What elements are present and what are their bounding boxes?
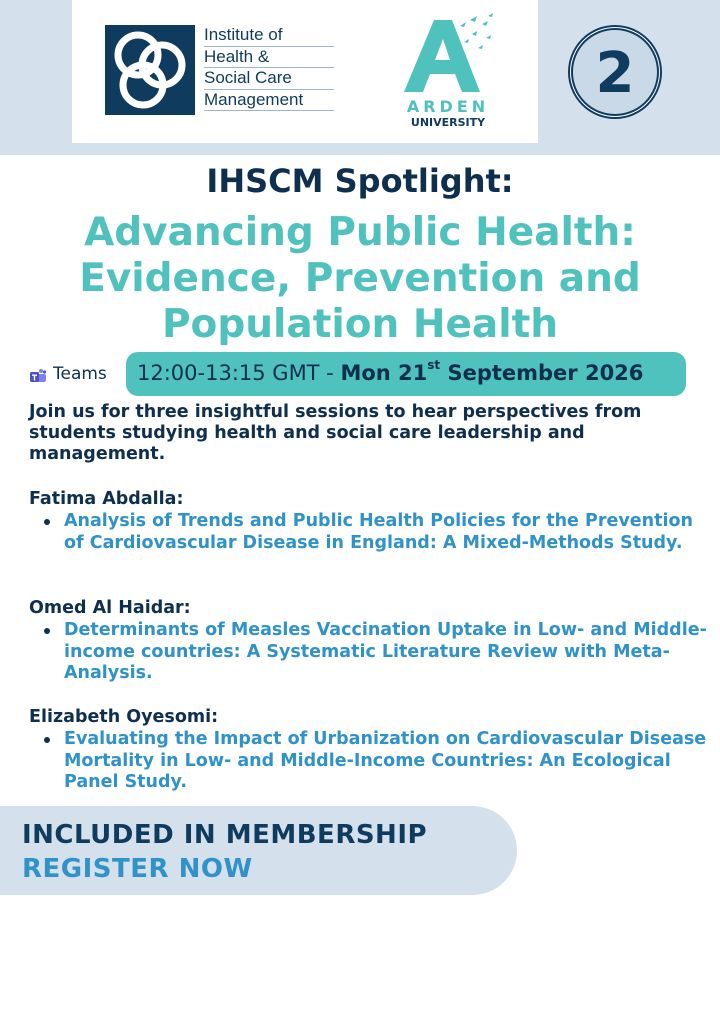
bullet-icon bbox=[44, 519, 50, 525]
session-title bbox=[64, 511, 714, 554]
speaker-name: Elizabeth Oyesomi: bbox=[29, 707, 219, 727]
page-title: IHSCM Spotlight: bbox=[206, 162, 514, 200]
ihscm-logo-line: Institute of bbox=[204, 25, 334, 47]
teams-icon bbox=[29, 368, 47, 384]
event-time: 12:00-13:15 GMT - bbox=[137, 361, 341, 385]
platform-label: Teams bbox=[53, 364, 107, 384]
session-title bbox=[64, 620, 714, 685]
arden-a-icon bbox=[400, 12, 495, 94]
event-time-pill bbox=[126, 352, 686, 396]
session-number-badge bbox=[567, 24, 663, 120]
session-title-text: Analysis of Trends and Public Health Policies for the Prevention of Cardiovascular Disease in England: A Mixed-Methods Study. bbox=[64, 511, 693, 553]
event-date-day: Mon 21 bbox=[340, 361, 428, 385]
session-title-text: Evaluating the Impact of Urbanization on Cardiovascular Disease Mortality in Low- and Middle-Income Countries: An Ecological Panel Study. bbox=[64, 729, 707, 792]
session-title bbox=[64, 729, 714, 794]
bullet-icon bbox=[44, 628, 50, 634]
ihscm-logo-line: Social Care bbox=[204, 68, 334, 90]
membership-text: INCLUDED IN MEMBERSHIP bbox=[22, 820, 428, 850]
speaker-name: Fatima Abdalla: bbox=[29, 489, 184, 509]
session-title-text: Determinants of Measles Vaccination Uptake in Low- and Middle-income countries: A Systematic Literature Review with Meta-Analysis. bbox=[64, 620, 707, 683]
ihscm-logo-text bbox=[204, 25, 334, 111]
ihscm-rings-icon bbox=[105, 25, 195, 115]
badge-number: 2 bbox=[595, 41, 635, 106]
intro-paragraph: Join us for three insightful sessions to hear perspectives from students studying health and social care leadership and management. bbox=[29, 402, 642, 464]
ihscm-logo-line: Health & bbox=[204, 47, 334, 69]
event-subtitle-line: Population Health bbox=[161, 302, 559, 347]
event-date-suffix: st bbox=[427, 358, 441, 372]
event-date-rest: September 2026 bbox=[440, 361, 644, 385]
event-subtitle-line: Evidence, Prevention and bbox=[79, 256, 641, 301]
event-time-text bbox=[137, 358, 644, 385]
arden-logo-subtitle: UNIVERSITY bbox=[410, 116, 486, 129]
event-subtitle-line: Advancing Public Health: bbox=[84, 210, 636, 255]
arden-logo-mark bbox=[400, 12, 495, 94]
register-now-link[interactable]: REGISTER NOW bbox=[22, 854, 253, 884]
number-badge-icon bbox=[567, 24, 663, 120]
speaker-name: Omed Al Haidar: bbox=[29, 598, 191, 618]
arden-logo-word: ARDEN bbox=[406, 97, 490, 116]
logo-card bbox=[72, 0, 538, 143]
membership-banner[interactable] bbox=[0, 806, 517, 895]
ihscm-logo-line: Management bbox=[204, 90, 334, 112]
bullet-icon bbox=[44, 737, 50, 743]
ihscm-logo-mark bbox=[105, 25, 195, 115]
